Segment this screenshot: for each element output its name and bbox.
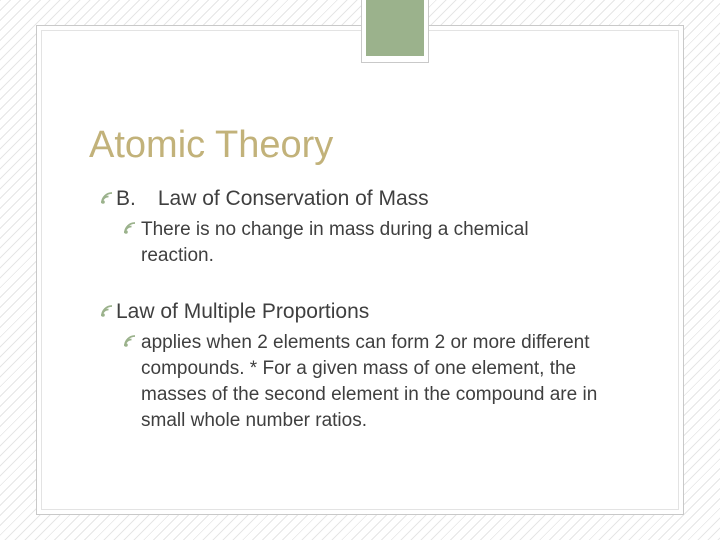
- sub-bullet-marker-icon: [123, 334, 139, 348]
- sub-bullet-text: applies when 2 elements can form 2 or more different compounds. * For a given mass of one element, the masses of the second element in the compound are in small whole number ratios.: [141, 332, 598, 431]
- bullet-text: Law of Conservation of Mass: [157, 187, 429, 210]
- bullet-item: [100, 299, 640, 325]
- bullet-marker-icon: [100, 191, 116, 205]
- bullet-prefix: B.: [116, 187, 136, 210]
- sub-bullet-text: There is no change in mass during a chemical reaction.: [141, 219, 529, 266]
- sub-bullet-marker-icon: [123, 221, 139, 235]
- bullet-text: Law of Multiple Proportions: [116, 300, 370, 323]
- slide-border: [41, 30, 679, 510]
- slide-title: Atomic Theory: [89, 124, 334, 166]
- slide: [36, 25, 684, 515]
- bullet-item: [100, 186, 640, 212]
- accent-tab: [366, 0, 424, 56]
- sub-bullet-item: [123, 330, 623, 434]
- sub-bullet-item: [123, 217, 593, 269]
- bullet-marker-icon: [100, 304, 116, 318]
